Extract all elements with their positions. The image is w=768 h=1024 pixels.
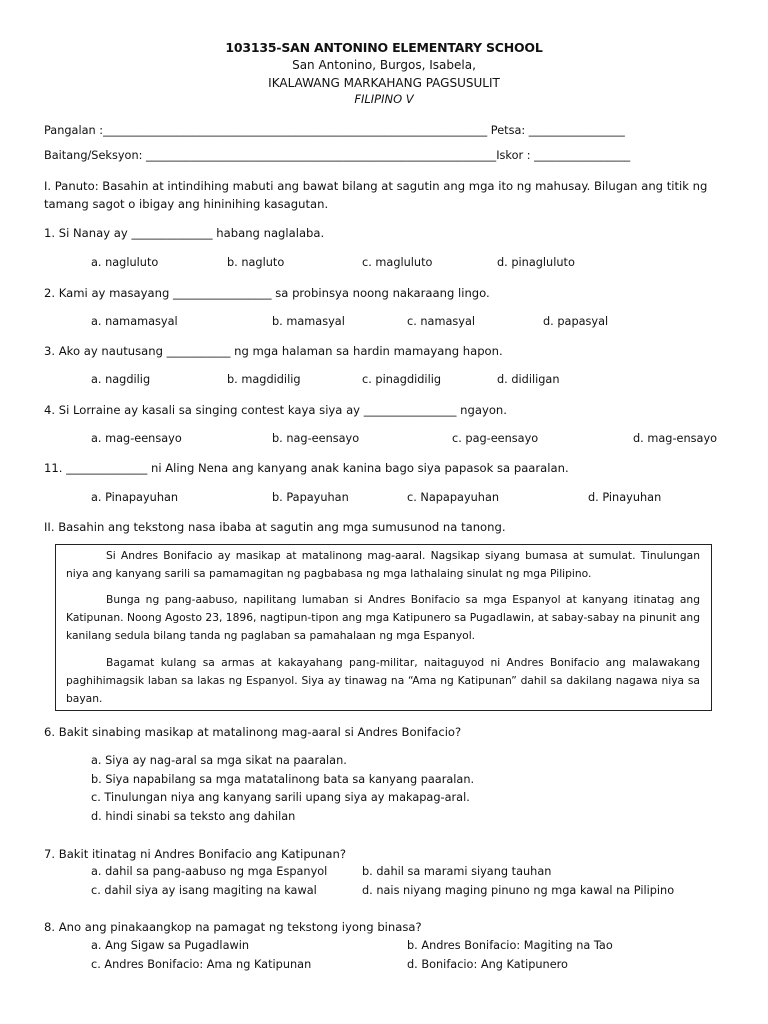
choice: a. mag-eensayo [91,432,182,445]
grade-score-line: Baitang/Seksyon: ______________________________________________________________Iskor : _________________ [44,149,631,162]
passage-paragraph-2: Bunga ng pang-aabuso, napilitang lumaban si Andres Bonifacio sa mga Espanyol at kanyang itinatag ang Katipunan. Noong Agosto 23, 1896, nagtipun-tipon ang mga Katipunero sa Pugadlawin, at sabay-sabay na pinunit ang kanilang sedula bilang tanda ng paglaban sa pamahalaan ng mga Espanyol. [66,593,700,642]
question-8-choices-row-1 [0,938,768,954]
part1-instructions: I. Panuto: Basahin at intindihing mabuti ang bawat bilang at sagutin ang mga ito ng mahusay. Bilugan ang titik ng tamang sagot o ibigay ang hininihing kasagutan. [44,179,708,211]
question-11-choices [0,490,768,506]
choice: a. nagluluto [91,256,159,269]
choice: b. dahil sa marami siyang tauhan [362,865,552,878]
choice: a. Siya ay nag-aral sa mga sikat na paaralan. [91,754,347,767]
choice: a. nagdilig [91,373,151,386]
choice: a. namamasyal [91,315,178,328]
choice: d. didiligan [497,373,560,386]
question-2: 2. Kami ay masayang _________________ sa probinsya noong nakaraang lingo. [44,286,490,300]
choice: a. Pinapayuhan [91,491,179,504]
school-name: 103135-SAN ANTONINO ELEMENTARY SCHOOL [225,40,543,55]
choice: d. papasyal [543,315,609,328]
question-4: 4. Si Lorraine ay kasali sa singing contest kaya siya ay ________________ ngayon. [44,403,507,417]
choice: b. nagluto [227,256,285,269]
question-7-choices-row-2 [0,883,768,899]
question-7: 7. Bakit itinatag ni Andres Bonifacio ang Katipunan? [44,847,346,861]
choice: c. Andres Bonifacio: Ama ng Katipunan [91,958,312,971]
question-3-choices [0,372,768,388]
subject-title: FILIPINO V [354,92,414,106]
choice: c. namasyal [407,315,476,328]
choice: b. nag-eensayo [272,432,360,445]
part2-instructions: II. Basahin ang tekstong nasa ibaba at sagutin ang mga sumusunod na tanong. [44,520,506,534]
question-2-choices [0,314,768,330]
reading-passage-box [55,544,712,711]
name-date-line: Pangalan :____________________________________________________________________ Petsa: _________________ [44,124,625,137]
choice: d. pinagluluto [497,256,575,269]
choice: d. Bonifacio: Ang Katipunero [407,958,568,971]
question-8-choices-row-2 [0,957,768,973]
passage-paragraph-3: Bagamat kulang sa armas at kakayahang pang-militar, naitaguyod ni Andres Bonifacio ang malawakang paghihimagsik laban sa lakas ng Espanyol. Siya ay tinawag na “Ama ng Katipunan” dahil sa dakilang nagawa niya sa bayan. [66,656,700,705]
choice: b. Andres Bonifacio: Magiting na Tao [407,939,613,952]
choice: b. magdidilig [227,373,301,386]
choice: a. Ang Sigaw sa Pugadlawin [91,939,250,952]
choice: c. Napapayuhan [407,491,500,504]
question-4-choices [0,431,768,447]
question-6: 6. Bakit sinabing masikap at matalinong mag-aaral si Andres Bonifacio? [44,725,462,739]
question-3: 3. Ako ay nautusang ___________ ng mga halaman sa hardin mamayang hapon. [44,344,503,358]
question-7-choices-row-1 [0,864,768,880]
choice: b. Papayuhan [272,491,349,504]
school-address: San Antonino, Burgos, Isabela, [292,58,476,72]
choice: b. mamasyal [272,315,345,328]
choice: d. Pinayuhan [588,491,662,504]
choice: d. mag-ensayo [633,432,718,445]
choice: b. Siya napabilang sa mga matatalinong bata sa kanyang paaralan. [91,772,475,786]
question-8: 8. Ano ang pinakaangkop na pamagat ng tekstong iyong binasa? [44,920,422,934]
choice: c. Tinulungan niya ang kanyang sarili upang siya ay makapag-aral. [91,791,470,804]
exam-title: IKALAWANG MARKAHANG PAGSUSULIT [268,76,500,90]
passage-paragraph-1: Si Andres Bonifacio ay masikap at matalinong mag-aaral. Nagsikap siyang bumasa at sumulat. Tinulungan niya ang kanyang sarili sa pamamagitan ng pagbabasa ng mga lathalaing sinulat ng mga Pilipino. [66,549,700,580]
question-1-choices [0,255,768,271]
choice: d. nais niyang maging pinuno ng mga kawal na Pilipino [362,884,675,897]
question-11: 11. ______________ ni Aling Nena ang kanyang anak kanina bago siya papasok sa paaralan. [44,461,569,475]
choice: d. hindi sinabi sa teksto ang dahilan [91,809,296,823]
choice: a. dahil sa pang-aabuso ng mga Espanyol [91,865,328,878]
question-6-choices [91,752,731,826]
choice: c. pag-eensayo [452,432,539,445]
choice: c. pinagdidilig [362,373,442,386]
question-1: 1. Si Nanay ay ______________ habang naglalaba. [44,226,325,240]
choice: c. dahil siya ay isang magiting na kawal [91,884,317,897]
choice: c. magluluto [362,256,433,269]
